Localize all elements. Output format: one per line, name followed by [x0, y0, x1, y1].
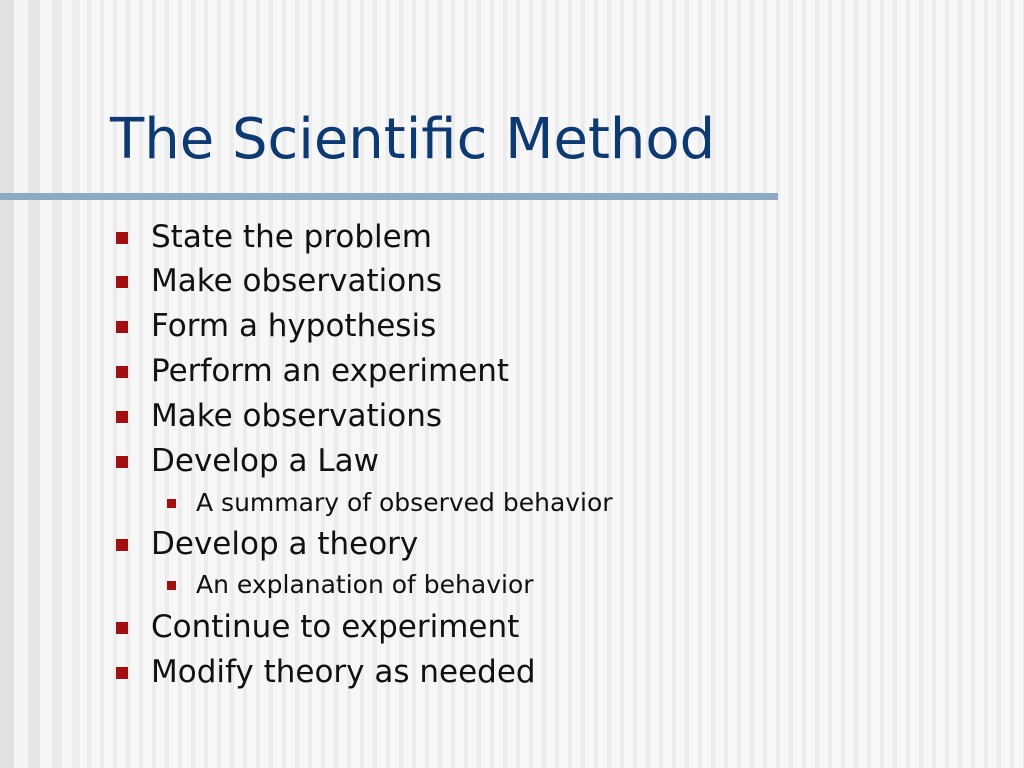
square-bullet-icon	[116, 539, 128, 551]
bullet-text: Make observations	[151, 398, 443, 434]
square-bullet-icon	[116, 456, 128, 468]
bullet-text: Develop a theory	[151, 526, 419, 562]
bullet-text: Modify theory as needed	[151, 654, 536, 690]
bullet-text: Develop a Law	[151, 443, 379, 479]
bullet-text: Perform an experiment	[151, 353, 510, 389]
square-bullet-icon	[116, 622, 128, 634]
slide-title: The Scientific Method	[110, 107, 716, 172]
bullet-text: Continue to experiment	[151, 609, 520, 645]
sub-bullet-text: A summary of observed behavior	[196, 488, 613, 517]
square-bullet-icon	[116, 321, 128, 333]
square-bullet-icon	[116, 276, 128, 288]
square-bullet-icon	[167, 499, 176, 508]
square-bullet-icon	[116, 366, 128, 378]
bullet-text: Form a hypothesis	[151, 308, 437, 344]
square-bullet-icon	[116, 667, 128, 679]
square-bullet-icon	[167, 581, 176, 590]
square-bullet-icon	[116, 232, 128, 244]
square-bullet-icon	[116, 411, 128, 423]
bullet-text: Make observations	[151, 263, 443, 299]
bullet-text: State the problem	[151, 219, 432, 255]
sub-bullet-text: An explanation of behavior	[196, 570, 534, 599]
